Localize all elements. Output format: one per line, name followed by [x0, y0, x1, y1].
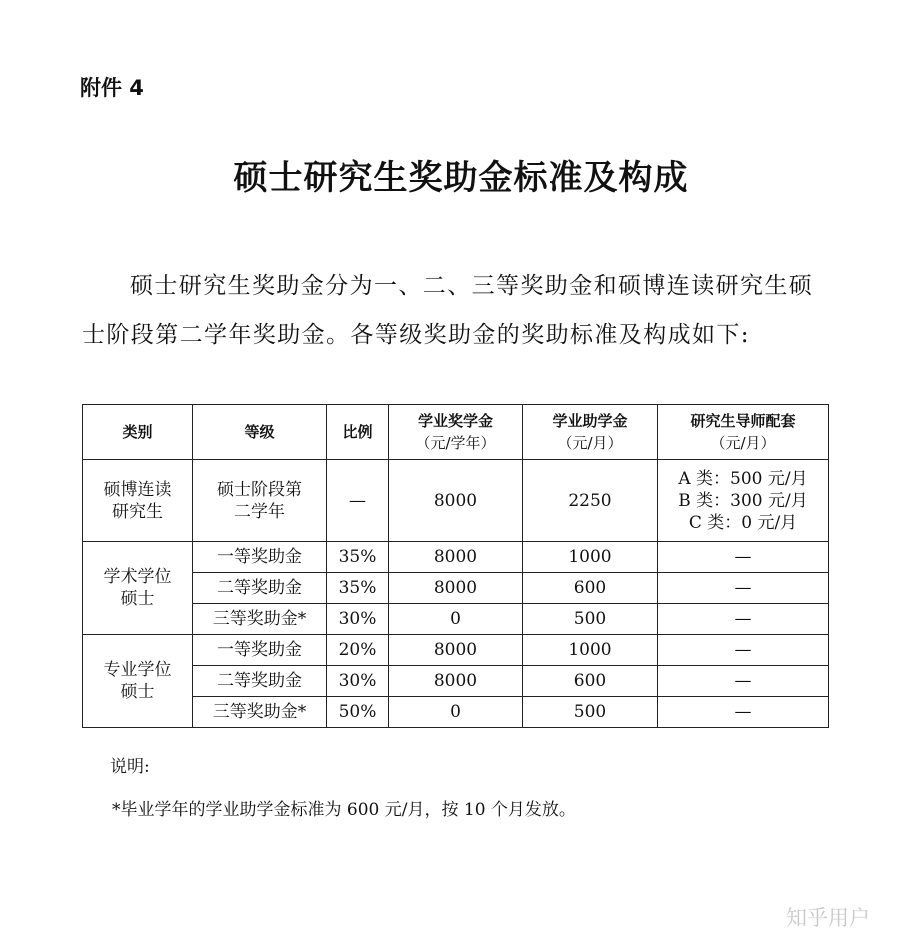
page-title: 硕士研究生奖助金标准及构成	[233, 158, 689, 198]
ratio-cell: 50%	[327, 697, 389, 728]
table-row	[83, 460, 829, 542]
grant-cell: 600	[523, 666, 658, 697]
grant-cell: 600	[523, 573, 658, 604]
mentor-cell	[658, 460, 829, 542]
ratio-cell: —	[327, 460, 389, 542]
level-cell: 二等奖助金	[193, 573, 327, 604]
scholarship-cell: 0	[389, 604, 523, 635]
ratio-cell: 35%	[327, 573, 389, 604]
header-scholarship-title: 学业奖学金	[417, 412, 493, 430]
mentor-cell: —	[658, 542, 829, 573]
category-text: 专业学位	[103, 660, 172, 680]
notes-label: 说明:	[110, 757, 150, 777]
header-grant-unit: （元/月）	[557, 434, 623, 452]
mentor-cell: —	[658, 666, 829, 697]
note-item: *毕业学年的学业助学金标准为 600 元/月，按 10 个月发放。	[112, 800, 576, 820]
header-grant-title: 学业助学金	[552, 412, 628, 430]
grant-cell: 500	[523, 697, 658, 728]
header-mentor-unit: （元/月）	[710, 434, 776, 452]
mentor-cell: —	[658, 604, 829, 635]
mentor-text: B 类：300 元/月	[678, 490, 808, 511]
watermark: 知乎用户	[786, 906, 870, 930]
table-row	[83, 604, 829, 635]
header-mentor-title: 研究生导师配套	[690, 412, 796, 430]
scholarship-cell: 8000	[389, 460, 523, 542]
table-row	[83, 542, 829, 573]
header-scholarship-unit: （元/学年）	[415, 434, 496, 452]
category-cell	[83, 460, 193, 542]
level-cell: 一等奖助金	[193, 542, 327, 573]
level-cell: 一等奖助金	[193, 635, 327, 666]
table-header-row	[83, 405, 829, 460]
scholarship-cell: 8000	[389, 573, 523, 604]
header-ratio: 比例	[327, 405, 389, 460]
level-text: 二学年	[234, 501, 285, 522]
scholarship-cell: 0	[389, 697, 523, 728]
grant-cell: 1000	[523, 542, 658, 573]
attachment-label: 附件 4	[80, 76, 144, 100]
grant-cell: 1000	[523, 635, 658, 666]
ratio-cell: 35%	[327, 542, 389, 573]
scholarship-cell: 8000	[389, 542, 523, 573]
scholarship-cell: 8000	[389, 635, 523, 666]
category-text: 硕士	[120, 589, 155, 609]
header-category: 类别	[83, 405, 193, 460]
level-cell	[193, 460, 327, 542]
scholarship-table	[82, 404, 829, 728]
mentor-text: C 类：0 元/月	[688, 512, 798, 533]
header-mentor	[658, 405, 829, 460]
table-row	[83, 573, 829, 604]
category-cell	[83, 542, 193, 635]
category-text: 学术学位	[103, 567, 172, 587]
category-cell	[83, 635, 193, 728]
table-row	[83, 635, 829, 666]
level-cell: 三等奖助金*	[193, 697, 327, 728]
category-text: 硕士	[120, 682, 155, 702]
header-grant	[523, 405, 658, 460]
level-text: 硕士阶段第	[217, 479, 302, 500]
ratio-cell: 30%	[327, 604, 389, 635]
grant-cell: 500	[523, 604, 658, 635]
mentor-text: A 类：500 元/月	[678, 468, 808, 489]
header-scholarship	[389, 405, 523, 460]
ratio-cell: 20%	[327, 635, 389, 666]
category-text: 硕博连读	[103, 479, 172, 500]
ratio-cell: 30%	[327, 666, 389, 697]
table-row	[83, 666, 829, 697]
level-cell: 二等奖助金	[193, 666, 327, 697]
mentor-cell: —	[658, 573, 829, 604]
header-level: 等级	[193, 405, 327, 460]
grant-cell: 2250	[523, 460, 658, 542]
scholarship-cell: 8000	[389, 666, 523, 697]
mentor-cell: —	[658, 635, 829, 666]
table-row	[83, 697, 829, 728]
intro-paragraph: 硕士研究生奖助金分为一、二、三等奖助金和硕博连读研究生硕士阶段第二学年奖助金。各等级奖助金的奖助标准及构成如下:	[82, 273, 814, 348]
level-cell: 三等奖助金*	[193, 604, 327, 635]
mentor-cell: —	[658, 697, 829, 728]
category-text: 研究生	[112, 501, 163, 522]
